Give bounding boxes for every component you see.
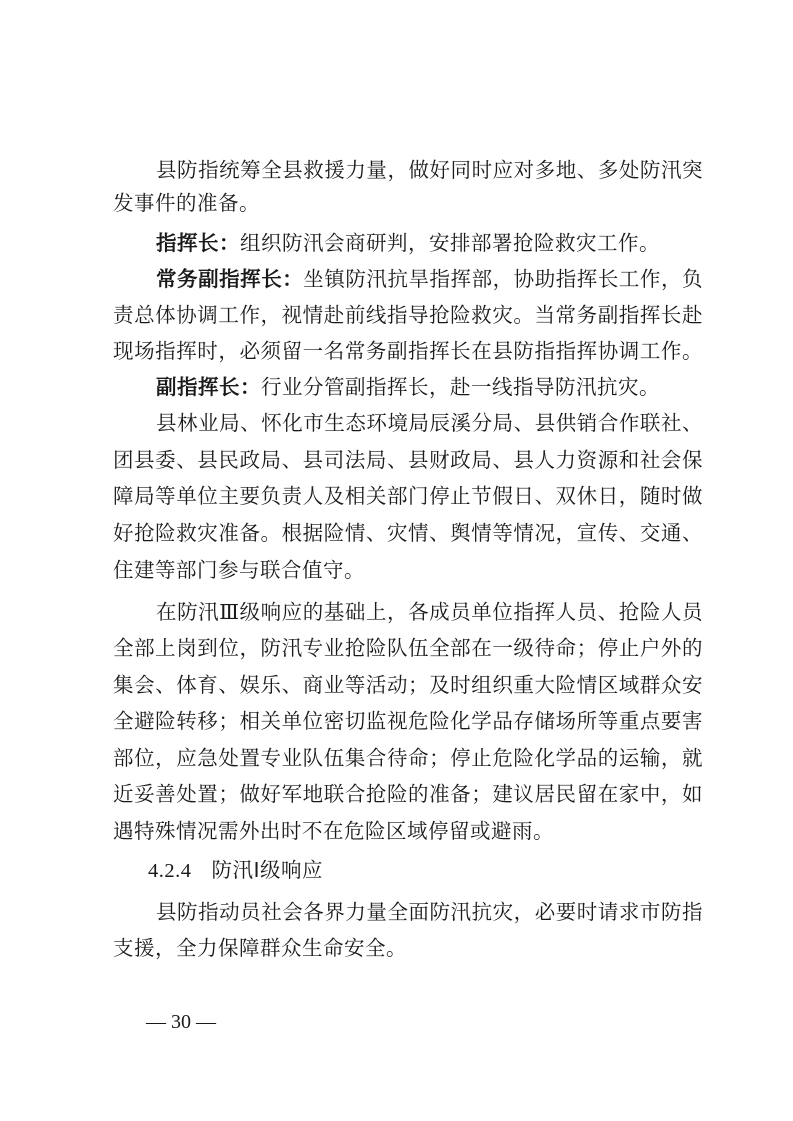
paragraph-executive-deputy-line-3: 现场指挥时，必须留一名常务副指挥长在县防指指挥协调工作。 [113,339,703,363]
paragraph-5-line-5: 住建等部门参与联合值守。 [113,558,365,582]
final-paragraph-line-2: 支援，全力保障群众生命安全。 [113,936,407,960]
paragraph-6-line-3: 集会、体育、娱乐、商业等活动；及时组织重大险情区域群众安 [113,673,703,697]
paragraph-5-line-4: 好抢险救灾准备。根据险情、灾情、舆情等情况，宣传、交通、 [113,521,703,545]
paragraph-5-line-3: 障局等单位主要负责人及相关部门停止节假日、双休日，随时做 [113,484,703,508]
paragraph-6-line-7: 遇特殊情况需外出时不在危险区域停留或避雨。 [113,819,554,843]
paragraph-6-line-2: 全部上岗到位，防汛专业抢险队伍全部在一级待命；停止户外的 [113,636,703,660]
paragraph-deputy [156,372,703,402]
commander-label: 指挥长： [156,231,240,255]
section-title: 防汛Ⅰ级响应 [211,858,324,882]
paragraph-5-line-1: 县林业局、怀化市生态环境局辰溪分局、县供销合作联社、 [156,411,703,435]
paragraph-1-line-2: 发事件的准备。 [113,191,260,215]
executive-deputy-text: 坐镇防汛抗旱指挥部，协助指挥长工作，负 [303,267,704,291]
paragraph-6-line-6: 近妥善处置；做好军地联合抢险的准备；建议居民留在家中，如 [113,782,703,806]
paragraph-6-line-1: 在防汛Ⅲ级响应的基础上，各成员单位指挥人员、抢险人员 [156,600,703,624]
commander-text: 组织防汛会商研判，安排部署抢险救灾工作。 [240,231,660,255]
executive-deputy-label: 常务副指挥长： [156,267,304,291]
paragraph-6-line-4: 全避险转移；相关单位密切监视危险化学品存储场所等重点要害 [113,709,703,733]
paragraph-commander [156,228,703,258]
deputy-label: 副指挥长： [156,375,261,399]
section-heading [148,855,323,886]
page-number: — 30 — [146,1011,216,1033]
final-paragraph-line-1: 县防指动员社会各界力量全面防汛抗灾，必要时请求市防指 [156,900,703,924]
section-number: 4.2.4 [148,860,192,882]
deputy-text: 行业分管副指挥长，赴一线指导防汛抗灾。 [261,375,660,399]
paragraph-1-line-1: 县防指统筹全县救援力量，做好同时应对多地、多处防汛突 [156,158,703,182]
paragraph-6-line-5: 部位，应急处置专业队伍集合待命；停止危险化学品的运输，就 [113,746,703,770]
paragraph-executive-deputy-line-1 [156,264,703,294]
paragraph-executive-deputy-line-2: 责总体协调工作，视情赴前线指导抢险救灾。当常务副指挥长赴 [113,303,703,327]
paragraph-5-line-2: 团县委、县民政局、县司法局、县财政局、县人力资源和社会保 [113,448,703,472]
